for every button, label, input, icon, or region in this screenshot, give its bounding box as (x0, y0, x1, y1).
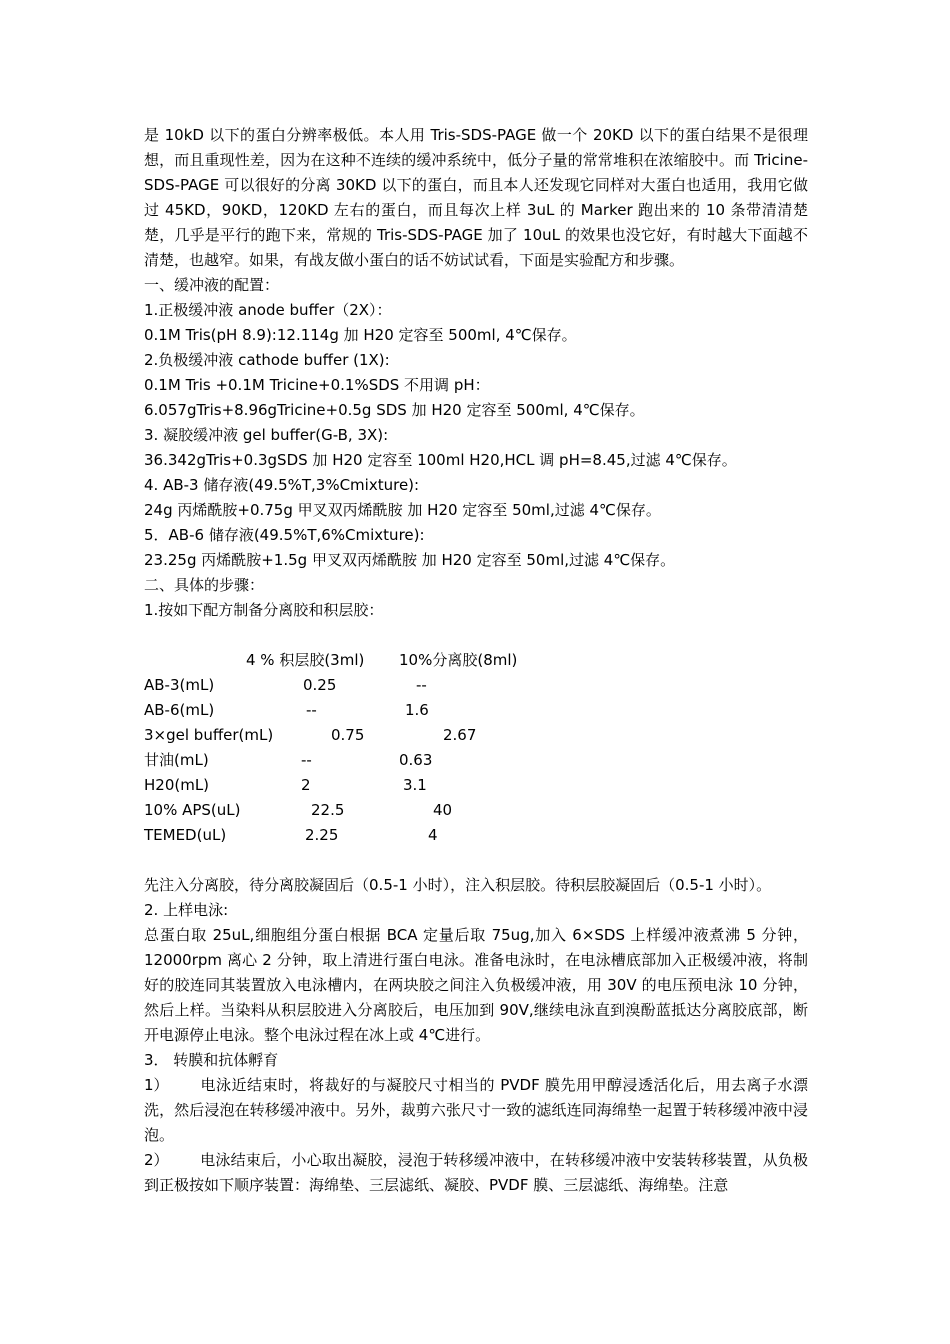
separating-gel-value: 1.6 (405, 701, 429, 719)
separating-gel-value: 0.63 (399, 751, 433, 769)
gel-pouring-note: 先注入分离胶，待分离胶凝固后（0.5-1 小时），注入积层胶。待积层胶凝固后（0.5-1 小时）。 (144, 876, 772, 894)
buffer-line: 6.057gTris+8.96gTricine+0.5g SDS 加 H20 定容至 500ml, 4℃保存。 (144, 401, 645, 419)
row-label: 甘油(mL) (144, 751, 209, 769)
blank-line (144, 848, 808, 873)
buffer-line: 1.正极缓冲液 anode buffer（2X）： (144, 301, 392, 319)
stacking-gel-value: 0.25 (303, 676, 337, 694)
table-row (144, 723, 744, 748)
document-page (144, 123, 808, 1198)
section-heading-buffers: 一、缓冲液的配置： (144, 276, 280, 294)
gel-recipe-table (144, 648, 744, 848)
list-number: 1） (144, 1076, 169, 1094)
buffer-line: 2.负极缓冲液 cathode buffer (1X): (144, 351, 390, 369)
list-item-text: 电泳结束后，小心取出凝胶，浸泡于转移缓冲液中，在转移缓冲液中安装转移装置，从负极到正极按如下顺序装置：海绵垫、三层滤纸、凝胶、PVDF 膜、三层滤纸、海绵垫。注意 (144, 1151, 808, 1194)
table-row (144, 798, 744, 823)
column-header-stacking-gel: 4 % 积层胶(3ml) (246, 651, 365, 669)
table-row (144, 673, 744, 698)
buffer-line: 3. 凝胶缓冲液 gel buffer(G-B, 3X): (144, 426, 389, 444)
list-number: 2） (144, 1151, 169, 1169)
row-label: TEMED(uL) (144, 826, 227, 844)
buffer-line: 5．AB-6 储存液(49.5%T,6%Cmixture): (144, 526, 425, 544)
row-label: AB-6(mL) (144, 701, 215, 719)
table-row (144, 698, 744, 723)
step3-heading: 3． 转膜和抗体孵育 (144, 1051, 279, 1069)
stacking-gel-value: 2 (301, 776, 311, 794)
buffer-line: 0.1M Tris(pH 8.9):12.114g 加 H20 定容至 500ml, 4℃保存。 (144, 326, 577, 344)
step3-item (144, 1148, 808, 1198)
table-row (144, 748, 744, 773)
table-row (144, 823, 744, 848)
step1-heading: 1.按如下配方制备分离胶和积层胶： (144, 601, 384, 619)
section-heading-steps: 二、具体的步骤： (144, 576, 265, 594)
row-label: AB-3(mL) (144, 676, 215, 694)
table-row (144, 773, 744, 798)
intro-paragraph: 是 10kD 以下的蛋白分辨率极低。本人用 Tris-SDS-PAGE 做一个 20KD 以下的蛋白结果不是很理想，而且重现性差，因为在这种不连续的缓冲系统中，低分子量的常常堆积在浓缩胶中。而 Tricine-SDS-PAGE 可以很好的分离 30KD 以下的蛋白，而且本人还发现它同样对大蛋白也适用，我用它做过 45KD，90KD，120KD 左右的蛋白，而且每次上样 3uL 的 Marker 跑出来的 10 条带清清楚楚，几乎是平行的跑下来，常规的 Tris-SDS-PAGE 加了 10uL 的效果也没它好，有时越大下面越不清楚，也越窄。如果，有战友做小蛋白的话不妨试试看，下面是实验配方和步骤。 (144, 126, 808, 269)
buffer-line: 0.1M Tris +0.1M Tricine+0.1%SDS 不用调 pH： (144, 376, 490, 394)
separating-gel-value: -- (416, 676, 427, 694)
stacking-gel-value: -- (301, 751, 312, 769)
step2-paragraph: 总蛋白取 25uL,细胞组分蛋白根据 BCA 定量后取 75ug,加入 6×SDS 上样缓冲液煮沸 5 分钟，12000rpm 离心 2 分钟，取上清进行蛋白电泳。准备电泳时，在电泳槽底部加入正极缓冲液，将制好的胶连同其装置放入电泳槽内，在两块胶之间注入负极缓冲液，用 30V 的电压预电泳 10 分钟，然后上样。当染料从积层胶进入分离胶后，电压加到 90V,继续电泳直到溴酚蓝抵达分离胶底部，断开电源停止电泳。整个电泳过程在冰上或 4℃进行。 (144, 926, 808, 1044)
buffer-line: 36.342gTris+0.3gSDS 加 H20 定容至 100ml H20,HCL 调 pH=8.45,过滤 4℃保存。 (144, 451, 737, 469)
row-label: 10% APS(uL) (144, 801, 241, 819)
row-label: H20(mL) (144, 776, 210, 794)
stacking-gel-value: 22.5 (311, 801, 345, 819)
stacking-gel-value: -- (306, 701, 317, 719)
separating-gel-value: 40 (433, 801, 453, 819)
table-header-row (144, 648, 744, 673)
step3-item (144, 1073, 808, 1148)
blank-line (144, 623, 808, 648)
stacking-gel-value: 2.25 (305, 826, 339, 844)
stacking-gel-value: 0.75 (331, 726, 365, 744)
separating-gel-value: 2.67 (443, 726, 477, 744)
buffer-line: 4. AB-3 储存液(49.5%T,3%Cmixture): (144, 476, 420, 494)
column-header-separating-gel: 10%分离胶(8ml) (399, 651, 518, 669)
separating-gel-value: 4 (428, 826, 438, 844)
list-item-text: 电泳近结束时，将裁好的与凝胶尺寸相当的 PVDF 膜先用甲醇浸透活化后，用去离子水漂洗，然后浸泡在转移缓冲液中。另外，裁剪六张尺寸一致的滤纸连同海绵垫一起置于转移缓冲液中浸泡。 (144, 1076, 808, 1144)
step2-heading: 2. 上样电泳: (144, 901, 229, 919)
buffer-line: 24g 丙烯酰胺+0.75g 甲叉双丙烯酰胺 加 H20 定容至 50ml,过滤 4℃保存。 (144, 501, 661, 519)
buffer-line: 23.25g 丙烯酰胺+1.5g 甲叉双丙烯酰胺 加 H20 定容至 50ml,过滤 4℃保存。 (144, 551, 676, 569)
separating-gel-value: 3.1 (403, 776, 427, 794)
row-label: 3×gel buffer(mL) (144, 726, 274, 744)
